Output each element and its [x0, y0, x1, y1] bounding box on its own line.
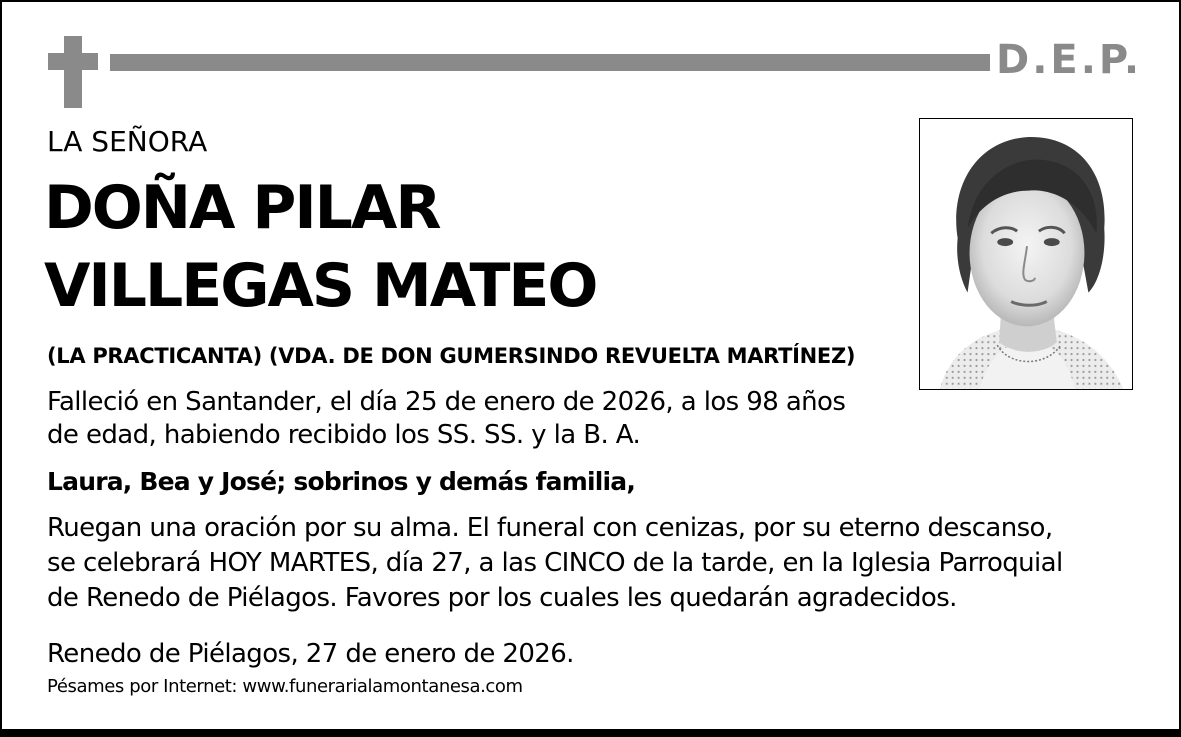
funeral-request-line3: de Renedo de Piélagos. Favores por los cuales les quedarán agradecidos. — [47, 583, 957, 613]
honorific: LA SEÑORA — [47, 125, 208, 158]
deceased-name-line2: VILLEGAS MATEO — [44, 251, 597, 321]
header-rule — [110, 54, 990, 71]
portrait-photo — [919, 118, 1133, 390]
deceased-name-line1: DOÑA PILAR — [44, 173, 440, 243]
cross-icon — [48, 36, 98, 108]
dep-label: D.E.P. — [996, 37, 1143, 83]
deceased-subtitle: (LA PRACTICANTA) (VDA. DE DON GUMERSINDO REVUELTA MARTÍNEZ) — [47, 344, 856, 368]
family-mourners: Laura, Bea y José; sobrinos y demás familia, — [47, 467, 636, 496]
death-notice-line2: de edad, habiendo recibido los SS. SS. y la B. A. — [47, 420, 641, 450]
funeral-request-line1: Ruegan una oración por su alma. El funeral con cenizas, por su eterno descanso, — [47, 513, 1053, 543]
condolences-website: Pésames por Internet: www.funerarialamontanesa.com — [47, 676, 523, 697]
funeral-request-line2: se celebrará HOY MARTES, día 27, a las CINCO de la tarde, en la Iglesia Parroquial — [47, 548, 1063, 578]
death-notice-line1: Falleció en Santander, el día 25 de enero de 2026, a los 98 años — [47, 387, 846, 417]
place-date: Renedo de Piélagos, 27 de enero de 2026. — [47, 639, 574, 669]
